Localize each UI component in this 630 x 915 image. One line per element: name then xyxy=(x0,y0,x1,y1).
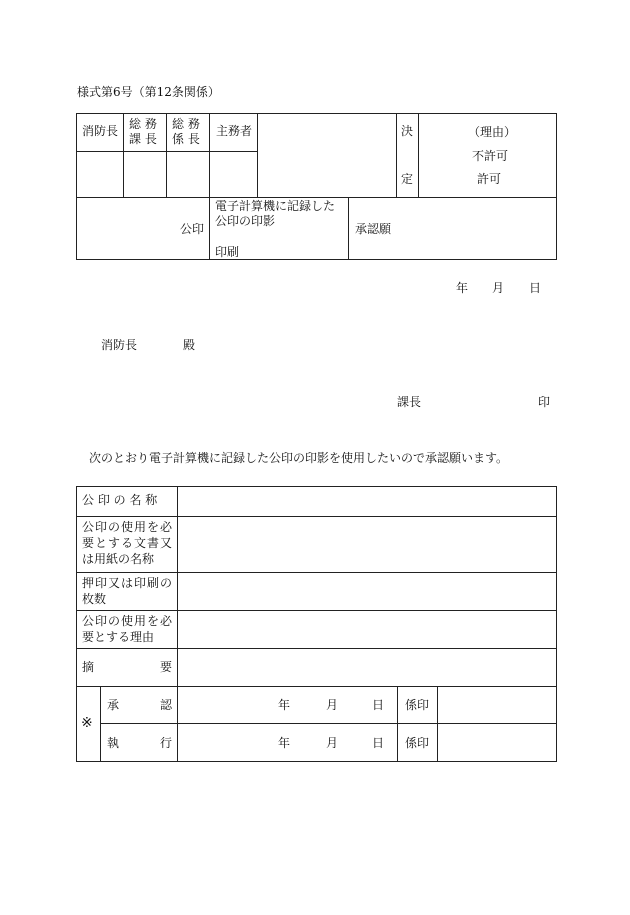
approval-year: 年 xyxy=(278,698,291,712)
execution-row-label-left: 執 xyxy=(107,736,120,750)
date-month: 月 xyxy=(492,281,505,295)
reason-label-2: 要とする理由 xyxy=(82,630,155,644)
execution-year: 年 xyxy=(278,736,291,750)
staff-header: 主務者 xyxy=(216,124,253,138)
execution-day: 日 xyxy=(372,736,385,750)
request-label: 承認願 xyxy=(355,222,392,236)
applicant-title: 課長 xyxy=(397,395,422,409)
summary-label-left: 摘 xyxy=(82,660,95,674)
electronic-seal-line-2: 公印の印影 xyxy=(215,214,276,228)
approval-month: 月 xyxy=(326,698,339,712)
general-affairs-head-header-1: 総 務 xyxy=(129,117,157,131)
form-number: 様式第6号（第12条関係） xyxy=(77,85,220,99)
execution-row-label-right: 行 xyxy=(160,736,173,750)
general-affairs-clerk-header-2: 係 長 xyxy=(172,132,200,146)
chief-header: 消防長 xyxy=(82,124,119,138)
seal-name-label: 公 印 の 名 称 xyxy=(82,493,158,507)
documents-label-1: 公印の使用を必 xyxy=(82,520,174,534)
seal-label: 公印 xyxy=(180,222,205,236)
execution-clerk-seal: 係印 xyxy=(405,736,430,750)
approval-day: 日 xyxy=(372,698,385,712)
count-label-1: 押印又は印刷の xyxy=(82,576,174,590)
date-year: 年 xyxy=(456,281,469,295)
reason-label: （理由） xyxy=(468,125,517,139)
reference-mark: ※ xyxy=(81,715,93,731)
summary-label-right: 要 xyxy=(160,660,173,674)
reason-label-1: 公印の使用を必 xyxy=(82,614,174,628)
addressee-title: 消防長 xyxy=(101,338,138,352)
approval-row-label-right: 認 xyxy=(160,698,173,712)
documents-label-2: 要とする文書又 xyxy=(82,536,174,550)
approval-row-label-left: 承 xyxy=(107,698,120,712)
general-affairs-clerk-header-1: 総 務 xyxy=(172,117,200,131)
date-day: 日 xyxy=(529,281,542,295)
approval-clerk-seal: 係印 xyxy=(405,698,430,712)
print-label: 印刷 xyxy=(215,245,240,259)
general-affairs-head-header-2: 課 長 xyxy=(129,132,157,146)
execution-month: 月 xyxy=(326,736,339,750)
decision-label-top: 決 xyxy=(401,124,414,138)
documents-label-3: は用紙の名称 xyxy=(82,552,155,566)
count-label-2: 枚数 xyxy=(82,592,107,606)
electronic-seal-line-1: 電子計算機に記録した xyxy=(215,199,336,213)
applicant-seal: 印 xyxy=(538,395,551,409)
disallowed-label: 不許可 xyxy=(472,149,509,163)
decision-label-bottom: 定 xyxy=(401,172,414,186)
allowed-label: 許可 xyxy=(477,172,502,186)
request-statement: 次のとおり電子計算機に記録した公印の印影を使用したいので承認願います。 xyxy=(89,451,509,465)
addressee-honorific: 殿 xyxy=(183,338,196,352)
